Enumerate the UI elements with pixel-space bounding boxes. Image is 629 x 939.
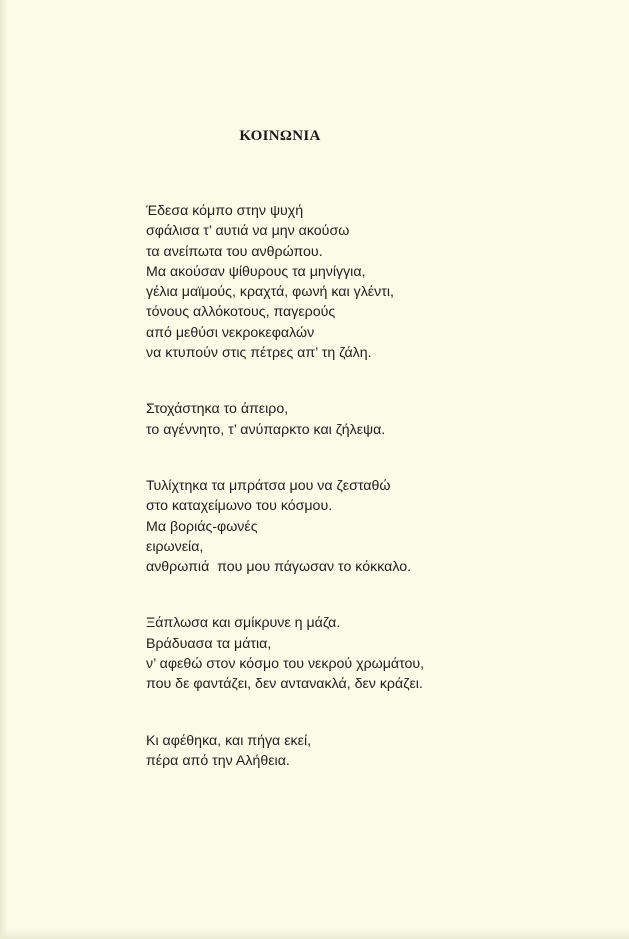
- stanza-5: [146, 731, 586, 772]
- poem-line: στο καταχείμωνο του κόσμου.: [146, 498, 333, 515]
- stanza-gap: [146, 695, 586, 731]
- poem-line: ανθρωπιά που μου πάγωσαν το κόκκαλο.: [146, 559, 412, 576]
- poem-line: Έδεσα κόμπο στην ψυχή: [146, 203, 304, 219]
- poem-line: που δε φαντάζει, δεν αντανακλά, δεν κράζει.: [146, 676, 423, 693]
- poem-line: Μα βοριάς-φωνές: [146, 518, 258, 535]
- poem-line: σφάλισα τ’ αυτιά να μην ακούσω: [146, 223, 350, 240]
- poem-line: ν’ αφεθώ στον κόσμο του νεκρού χρωμάτου,: [146, 656, 425, 673]
- stanza-gap: [146, 440, 586, 476]
- poem-line: από μεθύσι νεκροκεφαλών: [146, 324, 315, 341]
- stanza-gap: [146, 363, 586, 399]
- poem-line: Βράδυασα τα μάτια,: [146, 635, 272, 652]
- poem-line: τόνους αλλόκοτους, παγερούς: [146, 304, 336, 321]
- poem-line: Στοχάστηκα το άπειρο,: [146, 401, 289, 418]
- poem-line: τα ανείπωτα του ανθρώπου.: [146, 243, 323, 260]
- page-bottom-shadow: [0, 929, 629, 939]
- poem-line: ειρωνεία,: [146, 538, 204, 555]
- poem-line: να κτυπούν στις πέτρες απ’ τη ζάλη.: [146, 345, 372, 362]
- stanza-2: [146, 399, 586, 440]
- poem-title: ΚΟΙΝΩΝΙΑ: [239, 128, 321, 144]
- poem-line: Ξάπλωσα και σμίκρυνε η μάζα.: [146, 615, 341, 632]
- stanza-4: [146, 613, 586, 694]
- stanza-gap: [146, 577, 586, 613]
- poem-line: γέλια μαϊμούς, κραχτά, φωνή και γλέντι,: [146, 284, 394, 301]
- poem-line: Τυλίχτηκα τα μπράτσα μου να ζεσταθώ: [146, 477, 391, 494]
- stanza-1: [146, 201, 586, 363]
- stanza-3: [146, 476, 586, 577]
- poem-line: το αγέννητο, τ’ ανύπαρκτο και ζήλεψα.: [146, 421, 386, 438]
- poem-body: [146, 201, 586, 771]
- poem-line: πέρα από την Αλήθεια.: [146, 752, 290, 769]
- poem-line: Μα ακούσαν ψίθυρους τα μηνίγγια,: [146, 263, 366, 280]
- poem-line: Κι αφέθηκα, και πήγα εκεί,: [146, 732, 312, 749]
